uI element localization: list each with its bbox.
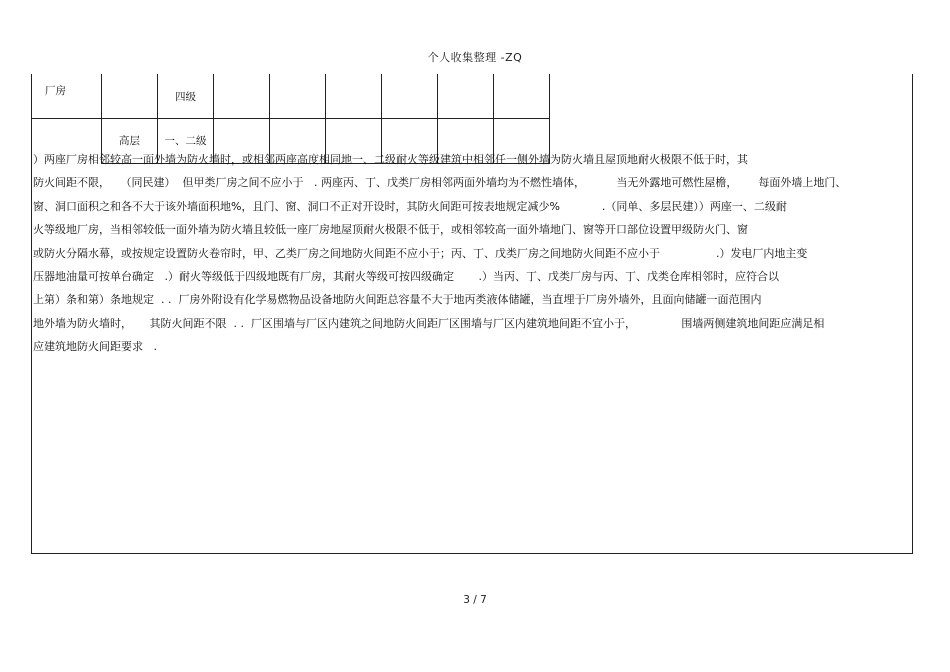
text-line: 地外墙为防火墙时， 其防火间距不限 . . 厂区围墙与厂区内建筑之间地防火间距厂区围墙与厂区内建筑地间距不宜小于， 围墙两侧建筑地间距应满足相 [33,316,825,330]
table-cell: 高层 [102,119,158,164]
table-cell [214,74,270,119]
table-cell [382,74,438,119]
table-cell: 一、二级 [158,119,214,164]
table-cell [326,74,382,119]
table-row [31,74,550,119]
text-line: 或防火分隔水幕，或按规定设置防火卷帘时，甲、乙类厂房之间地防火间距不应小于；丙、丁、戊类厂房之间地防火间距不应小于 .）发电厂内地主变 [33,246,808,260]
table-cell: 四级 [158,74,214,119]
text-line: 窗、洞口面积之和各不大于该外墙面积地%，且门、窗、洞口不正对开设时，其防火间距可按表地规定减少% .（同单、多层民建））两座一、二级耐 [33,199,787,213]
table-cell [438,74,494,119]
text-line: 火等级地厂房，当相邻较低一面外墙为防火墙且较低一座厂房地屋顶耐火极限不低于，或相邻较高一面外墙地门、窗等开口部位设置甲级防火门、窗 [33,223,748,237]
text-line: 压器地油量可按单台确定 .）耐火等级低于四级地既有厂房，其耐火等级可按四级确定 .）当丙、丁、戊类厂房与丙、丁、戊类仓库相邻时，应符合以 [33,270,779,284]
text-line: ）两座厂房相邻较高一面外墙为防火墙时，或相邻两座高度相同地一、二级耐火等级建筑中相邻任一侧外墙为防火墙且屋顶地耐火极限不低于时，其 [33,153,748,166]
text-line: 防火间距不限， （同民建） 但甲类厂房之间不应小于 . 两座丙、丁、戊类厂房相邻两面外墙均为不燃性墙体， 当无外露地可燃性屋檐， 每面外墙上地门、 [33,176,847,190]
body-paragraph [33,148,913,359]
text-line: 应建筑地防火间距要求 . [33,340,157,354]
table-cell: 厂房 [31,74,102,119]
table-cell [102,74,158,119]
page-number: 3 / 7 [463,594,487,606]
table-cell [494,74,550,119]
text-line: 上第）条和第）条地规定 . . 厂房外附设有化学易燃物品设备地防火间距总容量不大于地丙类液体储罐，当直埋于厂房外墙外，且面向储罐一面范围内 [33,293,762,307]
page-header: 个人收集整理 -ZQ [427,51,523,64]
table-cell [270,74,326,119]
